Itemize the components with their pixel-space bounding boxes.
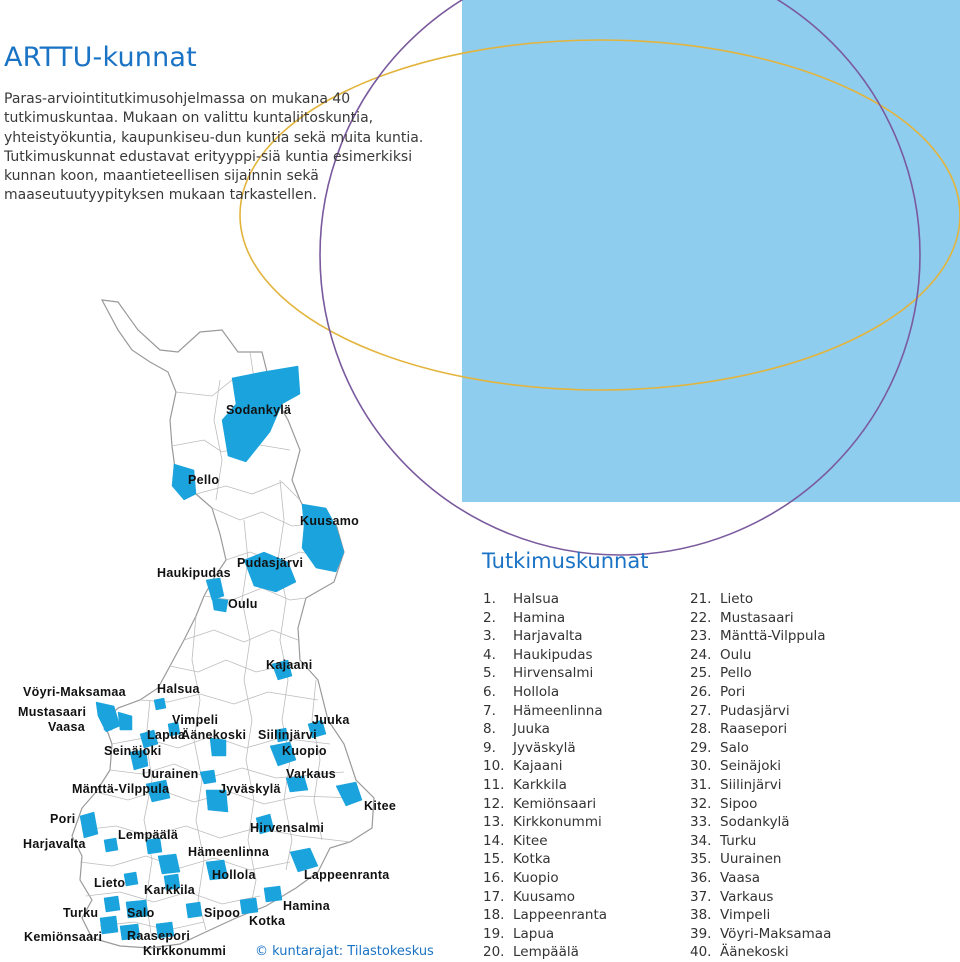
map-label-mustasaari: Mustasaari: [18, 705, 87, 719]
map-label-hollola: Hollola: [212, 868, 256, 882]
list-item: [690, 646, 831, 665]
list-item-number: 36.: [690, 869, 712, 886]
map-label-karkkila: Karkkila: [144, 883, 196, 897]
list-item-name: Varkaus: [720, 888, 774, 905]
list-item: [690, 925, 831, 944]
list-item: [483, 720, 607, 739]
list-item: [690, 702, 831, 721]
list-item-name: Kemiönsaari: [513, 795, 597, 812]
list-item-number: 39.: [690, 925, 712, 942]
list-item-name: Uurainen: [720, 851, 782, 868]
list-item: [690, 888, 831, 907]
list-item-name: Hollola: [513, 683, 560, 700]
list-item-number: 21.: [690, 591, 712, 607]
list-item: [690, 720, 831, 739]
list-item: [690, 627, 831, 646]
list-item-number: 40.: [690, 944, 712, 961]
list-item-name: Kajaani: [513, 758, 563, 775]
list-item-name: Hämeenlinna: [513, 702, 603, 719]
list-item-name: Lempäälä: [513, 944, 579, 961]
list-item-number: 31.: [690, 776, 712, 793]
area-lieto: [124, 872, 138, 886]
list-item: [690, 664, 831, 683]
list-item: [690, 869, 831, 888]
list-item-name: Karkkila: [513, 776, 567, 793]
list-item: [483, 943, 607, 962]
list-item-name: Kirkkonummi: [513, 814, 602, 831]
list-item-number: 15.: [483, 851, 505, 868]
list-item: [483, 888, 607, 907]
list-item-name: Mänttä-Vilppula: [720, 628, 826, 645]
list-item-number: 10.: [483, 758, 505, 775]
map-label-kirkkonummi: Kirkkonummi: [143, 944, 227, 958]
area-hameenlinna: [158, 854, 180, 874]
map-label-kajaani: Kajaani: [266, 658, 313, 672]
list-item: [483, 869, 607, 888]
map-label-harjavalta: Harjavalta: [23, 837, 86, 851]
map-label-hamina: Hamina: [283, 899, 330, 913]
map-label-vaasa: Vaasa: [48, 720, 85, 734]
map-label-oulu: Oulu: [228, 597, 258, 611]
list-item-number: 5.: [483, 665, 496, 682]
map-label-seinajoki: Seinäjoki: [104, 744, 162, 758]
map-label-hameenlinna: Hämeenlinna: [188, 845, 270, 859]
list-item-name: Raasepori: [720, 721, 788, 738]
list-item-number: 19.: [483, 925, 505, 942]
list-item-number: 26.: [690, 683, 712, 700]
list-item-name: Halsua: [513, 591, 560, 607]
list-item: [483, 832, 607, 851]
list-item-name: Mustasaari: [720, 609, 794, 626]
map-label-varkaus: Varkaus: [286, 767, 337, 781]
list-item: [483, 627, 607, 646]
list-item-name: Kuusamo: [513, 888, 576, 905]
list-item-number: 13.: [483, 814, 505, 831]
list-item-number: 12.: [483, 795, 505, 812]
list-item: [690, 757, 831, 776]
list-item: [483, 757, 607, 776]
list-item-name: Oulu: [720, 646, 752, 663]
list-item-number: 18.: [483, 907, 505, 924]
list-item-name: Hamina: [513, 609, 566, 626]
map-label-lieto: Lieto: [94, 876, 126, 890]
list-item-name: Juuka: [513, 721, 550, 738]
list-item: [483, 739, 607, 758]
list-item: [690, 943, 831, 962]
list-item-number: 24.: [690, 646, 712, 663]
list-item-number: 3.: [483, 628, 496, 645]
list-item-name: Vöyri-Maksamaa: [720, 925, 832, 942]
list-item-name: Lieto: [720, 591, 754, 607]
area-kotka: [240, 898, 258, 914]
map-credit: © kuntarajat: Tilastokeskus: [255, 944, 434, 959]
list-item: [483, 702, 607, 721]
list-item: [483, 609, 607, 628]
map-label-kuusamo: Kuusamo: [300, 514, 360, 528]
list-item: [690, 850, 831, 869]
list-item: [483, 795, 607, 814]
list-item-number: 1.: [483, 591, 496, 607]
page-title: ARTTU-kunnat: [4, 42, 197, 73]
list-item-name: Lapua: [513, 925, 555, 942]
list-item-name: Vimpeli: [720, 907, 771, 924]
list-item-name: Siilinjärvi: [720, 776, 782, 793]
map-label-vimpeli: Vimpeli: [172, 713, 219, 727]
purple-circle: [320, 0, 920, 555]
map-label-juuka: Juuka: [312, 713, 350, 727]
map-label-halsua: Halsua: [157, 682, 200, 696]
list-item-name: Turku: [720, 832, 757, 849]
list-item-name: Sodankylä: [720, 814, 790, 831]
list-item: [690, 739, 831, 758]
area-vaasa: [104, 722, 112, 730]
map-label-lapua: Lapua: [147, 728, 186, 742]
list-item: [483, 906, 607, 925]
list-item-name: Kotka: [513, 851, 551, 868]
list-item-name: Pudasjärvi: [720, 702, 790, 719]
area-halsua: [154, 698, 166, 710]
list-item: [690, 906, 831, 925]
municipality-list-col1: [483, 590, 607, 962]
list-item-number: 29.: [690, 739, 712, 756]
list-item: [690, 813, 831, 832]
map-label-aanekoski: Äänekoski: [181, 728, 247, 742]
list-item-number: 22.: [690, 609, 712, 626]
list-item-number: 33.: [690, 814, 712, 831]
area-turku: [104, 896, 120, 912]
list-title: Tutkimuskunnat: [482, 549, 649, 573]
list-item: [483, 664, 607, 683]
list-item-name: Kuopio: [513, 869, 559, 886]
map-label-sodankyla: Sodankylä: [226, 403, 292, 417]
list-item-name: Kitee: [513, 832, 548, 849]
area-hamina: [264, 886, 282, 902]
map-label-haukipudas: Haukipudas: [157, 566, 231, 580]
map-label-pudasjarvi: Pudasjärvi: [237, 556, 304, 570]
list-item-name: Jyväskylä: [513, 739, 576, 756]
list-item-number: 25.: [690, 665, 712, 682]
map-label-mantta: Mänttä-Vilppula: [72, 782, 170, 796]
list-item: [483, 925, 607, 944]
list-item-number: 30.: [690, 758, 712, 775]
intro-paragraph: Paras-arviointitutkimusohjelmassa on mukana 40 tutkimuskuntaa. Mukaan on valittu kuntaliitoskuntia, yhteistyökuntia, kaupunkiseu-dun kuntia sekä muita kuntia. Tutkimuskunnat edustavat erityyppi-siä kuntia esimerkiksi kunnan koon, maantieteellisen sijainnin sekä maaseutuutyypityksen mukaan tarkastellen.: [4, 91, 424, 204]
map-label-pello: Pello: [188, 473, 220, 487]
list-item-name: Seinäjoki: [720, 758, 782, 775]
list-item-number: 9.: [483, 739, 496, 756]
list-item-number: 23.: [690, 628, 712, 645]
list-item-number: 11.: [483, 776, 505, 793]
map-label-kuopio: Kuopio: [282, 744, 327, 758]
list-item-number: 38.: [690, 907, 712, 924]
list-item-number: 20.: [483, 944, 505, 961]
list-item-name: Sipoo: [720, 795, 758, 812]
list-item: [483, 850, 607, 869]
list-item-number: 6.: [483, 683, 496, 700]
area-oulu: [212, 598, 228, 612]
map-label-uurainen: Uurainen: [142, 767, 199, 781]
list-item-number: 17.: [483, 888, 505, 905]
list-item: [690, 832, 831, 851]
list-item: [690, 795, 831, 814]
list-item-number: 32.: [690, 795, 712, 812]
map-label-kemionsaari: Kemiönsaari: [24, 930, 103, 944]
map-label-lappeenranta: Lappeenranta: [304, 868, 390, 882]
list-item-number: 4.: [483, 646, 496, 663]
list-item-name: Hirvensalmi: [513, 665, 594, 682]
list-item-name: Äänekoski: [720, 944, 789, 961]
area-sipoo: [186, 902, 202, 918]
list-item-number: 34.: [690, 832, 712, 849]
list-item: [690, 609, 831, 628]
map-label-sipoo: Sipoo: [204, 906, 241, 920]
map-label-voyri: Vöyri-Maksamaa: [23, 685, 126, 699]
list-item-number: 28.: [690, 721, 712, 738]
list-item-name: Vaasa: [720, 869, 761, 886]
list-item-name: Lappeenranta: [513, 907, 608, 924]
list-item-name: Pello: [720, 665, 752, 682]
map-label-salo: Salo: [127, 906, 155, 920]
list-item-name: Haukipudas: [513, 646, 593, 663]
map-label-hirvensalmi: Hirvensalmi: [250, 821, 325, 835]
list-item-number: 37.: [690, 888, 712, 905]
area-kemionsaari: [100, 916, 118, 934]
list-item-number: 14.: [483, 832, 505, 849]
list-item-number: 16.: [483, 869, 505, 886]
map-label-lempaala: Lempäälä: [118, 828, 179, 842]
map-label-pori: Pori: [50, 812, 76, 826]
list-item: [483, 590, 607, 609]
area-harjavalta: [104, 838, 118, 852]
list-item: [690, 776, 831, 795]
list-item: [483, 813, 607, 832]
list-item-name: Pori: [720, 683, 746, 700]
municipality-list-col2: [690, 590, 831, 962]
list-item: [690, 683, 831, 702]
map-label-jyvaskyla: Jyväskylä: [219, 782, 281, 796]
list-item-number: 35.: [690, 851, 712, 868]
map-label-kitee: Kitee: [364, 799, 397, 813]
map-label-kotka: Kotka: [249, 914, 286, 928]
list-item-number: 7.: [483, 702, 496, 719]
map-label-siilinjarvi: Siilinjärvi: [258, 728, 317, 742]
list-item-name: Harjavalta: [513, 628, 583, 645]
map-label-turku: Turku: [63, 906, 99, 920]
map-label-raasepori: Raasepori: [127, 929, 191, 943]
list-item: [690, 590, 831, 609]
list-item-number: 27.: [690, 702, 712, 719]
list-item: [483, 776, 607, 795]
list-item-number: 8.: [483, 721, 496, 738]
list-item: [483, 683, 607, 702]
list-item-number: 2.: [483, 609, 496, 626]
list-item: [483, 646, 607, 665]
list-item-name: Salo: [720, 739, 749, 756]
